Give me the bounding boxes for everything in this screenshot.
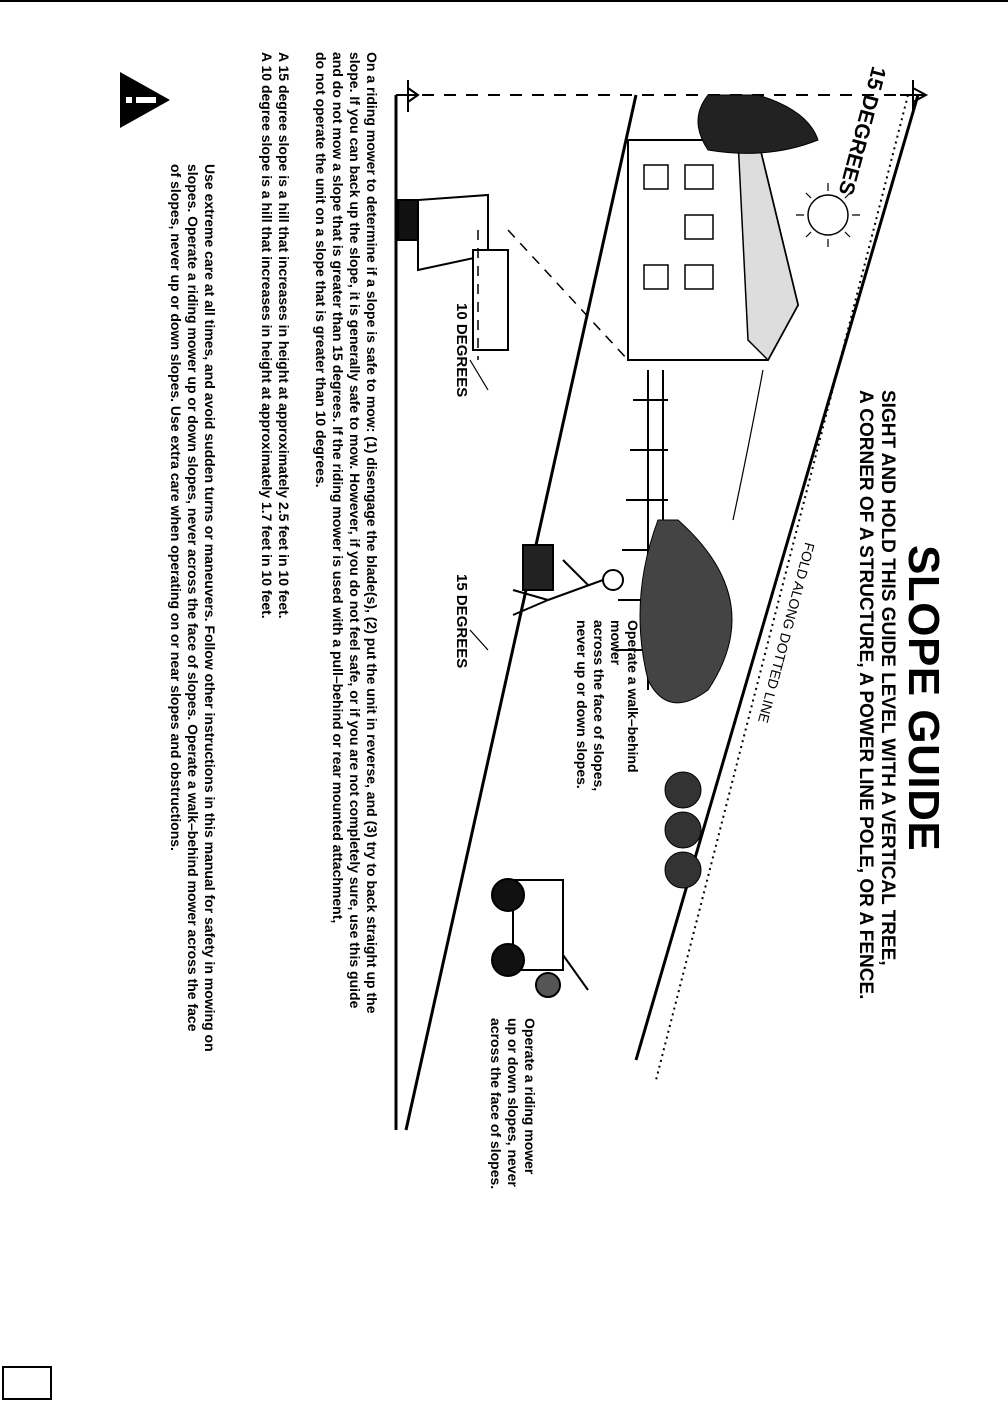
top-angle-label: 15 DEGREES (833, 64, 890, 198)
walk-behind-mower-illustration (513, 545, 623, 615)
riding-mower-illustration (492, 879, 588, 997)
warning-text (167, 164, 218, 1052)
ride-caption-line: across the face of slopes. (488, 1018, 504, 1190)
walk-caption-line: never up or down slopes. (574, 620, 590, 789)
pointer-15-arrow-icon (470, 630, 488, 650)
sight-line-1 (508, 230, 628, 360)
guide-subtitle-line-2: A CORNER OF A STRUCTURE, A POWER LINE POLE, OR A FENCE. (855, 390, 876, 1000)
fold-label: FOLD ALONG DOTTED LINE (755, 540, 818, 725)
guide-title: SLOPE GUIDE (899, 545, 948, 852)
warning-line: Use extreme care at all times, and avoid sudden turns or maneuvers. Follow other instructions in this manual for safety in mowing on (202, 164, 218, 1052)
riding-mower-caption (487, 1018, 538, 1208)
definition-10-degree: A 10 degree slope is a hill that increases in height at approximately 1.7 feet in 10 feet. (259, 52, 275, 619)
pointer-10-arrow-icon (470, 360, 488, 390)
house-illustration (628, 140, 798, 360)
walk-behind-caption (573, 620, 641, 810)
ride-caption-line: up or down slopes, never (505, 1018, 521, 1187)
warning-line: of slopes, never up or down slopes. Use extra care when operating on or near slopes and obstructions. (168, 164, 184, 851)
power-line (733, 370, 763, 520)
definition-15-degree: A 15 degree slope is a hill that increases in height at approximately 2.5 feet in 10 feet. (276, 52, 292, 619)
paragraph-line: and do not mow a slope that is greater than 15 degrees. If the riding mower is used with a pull–behind or rear mounted attachment, (330, 52, 346, 924)
paragraph-line: slope. If you can back up the slope, it is generally safe to mow. However, if you do not feel safe, or if you are not completely sure, use this guide (347, 52, 363, 1009)
instruction-paragraph (312, 52, 380, 1013)
bottom-arrow-icon (396, 80, 418, 112)
warning-icon (120, 72, 170, 128)
guide-subtitle-line-1: SIGHT AND HOLD THIS GUIDE LEVEL WITH A VERTICAL TREE, (877, 390, 898, 966)
ride-caption-line: Operate a riding mower (522, 1018, 538, 1175)
label-15-degrees: 15 DEGREES (453, 574, 470, 669)
warning-line: slopes. Operate a riding mower up or down slopes, never across the face of slopes. Operate a walk–behind mower across the face (185, 164, 201, 1032)
paragraph-line: do not operate the unit on a slope that is greater than 10 degrees. (313, 52, 329, 488)
shrubs-illustration (640, 520, 732, 888)
walk-caption-line: Operate a walk–behind mower (608, 620, 641, 773)
paragraph-line: On a riding mower to determine if a slope is safe to mow: (1) disengage the blade(s), (2) put the unit in reverse, and (3) try to back straight up the (364, 52, 380, 1014)
tree-illustration (698, 95, 818, 153)
walk-caption-line: across the face of slopes, (591, 620, 607, 792)
label-10-degrees: 10 DEGREES (453, 303, 470, 398)
